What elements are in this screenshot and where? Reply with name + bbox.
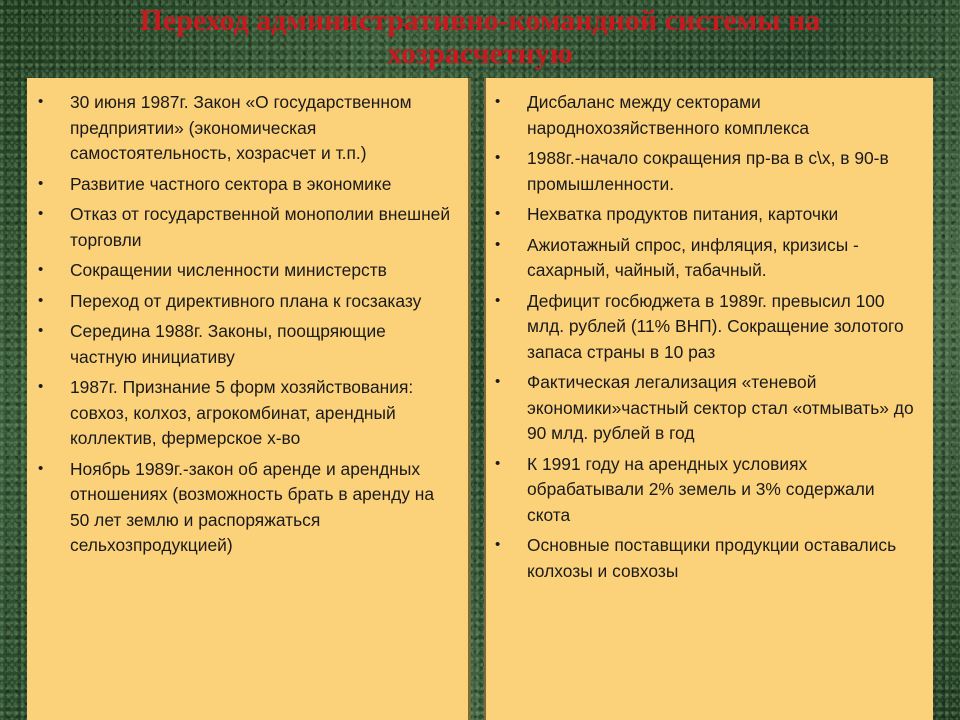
- list-item-text: Отказ от государственной монополии внешней торговли: [70, 204, 451, 250]
- bullet-icon: •: [495, 205, 501, 222]
- list-item: [38, 172, 454, 198]
- list-item-text: 1987г. Признание 5 форм хозяйствования: совхоз, колхоз, агрокомбинат, арендный коллектив, фермерское х-во: [70, 377, 414, 448]
- list-item: [38, 457, 454, 559]
- bullet-icon: •: [495, 291, 501, 309]
- bullet-icon: •: [495, 149, 501, 166]
- bullet-icon: •: [38, 459, 44, 477]
- left-column-panel: [27, 78, 471, 720]
- slide-title-line-2: хозрасчетную: [387, 37, 573, 70]
- list-item: [495, 452, 919, 529]
- list-item-text: Ажиотажный спрос, инфляция, кризисы - сахарный, чайный, табачный.: [527, 234, 859, 280]
- list-item-text: Фактическая легализация «теневой экономики»частный сектор стал «отмывать» до 90 млд. рублей в год: [527, 372, 914, 443]
- list-item: [38, 375, 454, 452]
- bullet-icon: •: [38, 261, 44, 278]
- list-item: [495, 202, 919, 228]
- list-item: [38, 319, 454, 370]
- left-bullet-list: [27, 78, 468, 559]
- list-item-text: Дисбаланс между секторами народнохозяйственного комплекса: [527, 92, 810, 138]
- list-item-text: Сокращении численности министерств: [70, 260, 387, 280]
- list-item: [38, 258, 454, 284]
- list-item: [495, 90, 919, 141]
- bullet-icon: •: [38, 291, 44, 309]
- list-item: [495, 370, 919, 447]
- bullet-icon: •: [38, 322, 44, 339]
- list-item-text: Середина 1988г. Законы, поощряющие частную инициативу: [70, 321, 386, 367]
- bullet-icon: •: [495, 93, 501, 110]
- list-item-text: 1988г.-начало сокращения пр-ва в с\х, в 90-в промышленности.: [527, 148, 889, 194]
- bullet-icon: •: [38, 378, 44, 395]
- list-item-text: Нехватка продуктов питания, карточки: [527, 204, 839, 224]
- list-item: [495, 233, 919, 284]
- list-item: [495, 146, 919, 197]
- list-item-text: Дефицит госбюджета в 1989г. превысил 100 млд. рублей (11% ВНП). Сокращение золотого запаса страны в 10 раз: [527, 290, 904, 362]
- list-item-text: К 1991 году на арендных условиях обрабатывали 2% земель и 3% содержали скота: [527, 453, 875, 525]
- list-item-text: 30 июня 1987г. Закон «О государственном предприятии» (экономическая самостоятельность, хозрасчет и т.п.): [70, 92, 412, 163]
- bullet-icon: •: [495, 454, 501, 472]
- slide-title: [0, 0, 960, 78]
- bullet-icon: •: [38, 174, 44, 192]
- bullet-icon: •: [495, 373, 501, 390]
- bullet-icon: •: [495, 235, 501, 253]
- list-item-text: Основные поставщики продукции оставались колхозы и совхозы: [527, 535, 897, 581]
- list-item: [38, 202, 454, 253]
- list-item-text: Ноябрь 1989г.-закон об аренде и арендных отношениях (возможность брать в аренду на 50 лет землю и распоряжаться сельхозпродукцией): [70, 458, 435, 555]
- right-bullet-list: [486, 78, 933, 584]
- list-item: [495, 289, 919, 366]
- bullet-icon: •: [38, 205, 44, 222]
- slide-title-line-1: Переход административно-командной системы на: [139, 4, 821, 37]
- bullet-icon: •: [495, 536, 501, 553]
- list-item: [38, 289, 454, 315]
- list-item-text: Развитие частного сектора в экономике: [70, 173, 392, 194]
- list-item: [495, 533, 919, 584]
- bullet-icon: •: [38, 93, 44, 110]
- list-item: [38, 90, 454, 167]
- list-item-text: Переход от директивного плана к госзаказу: [70, 290, 422, 311]
- right-column-panel: [484, 78, 933, 720]
